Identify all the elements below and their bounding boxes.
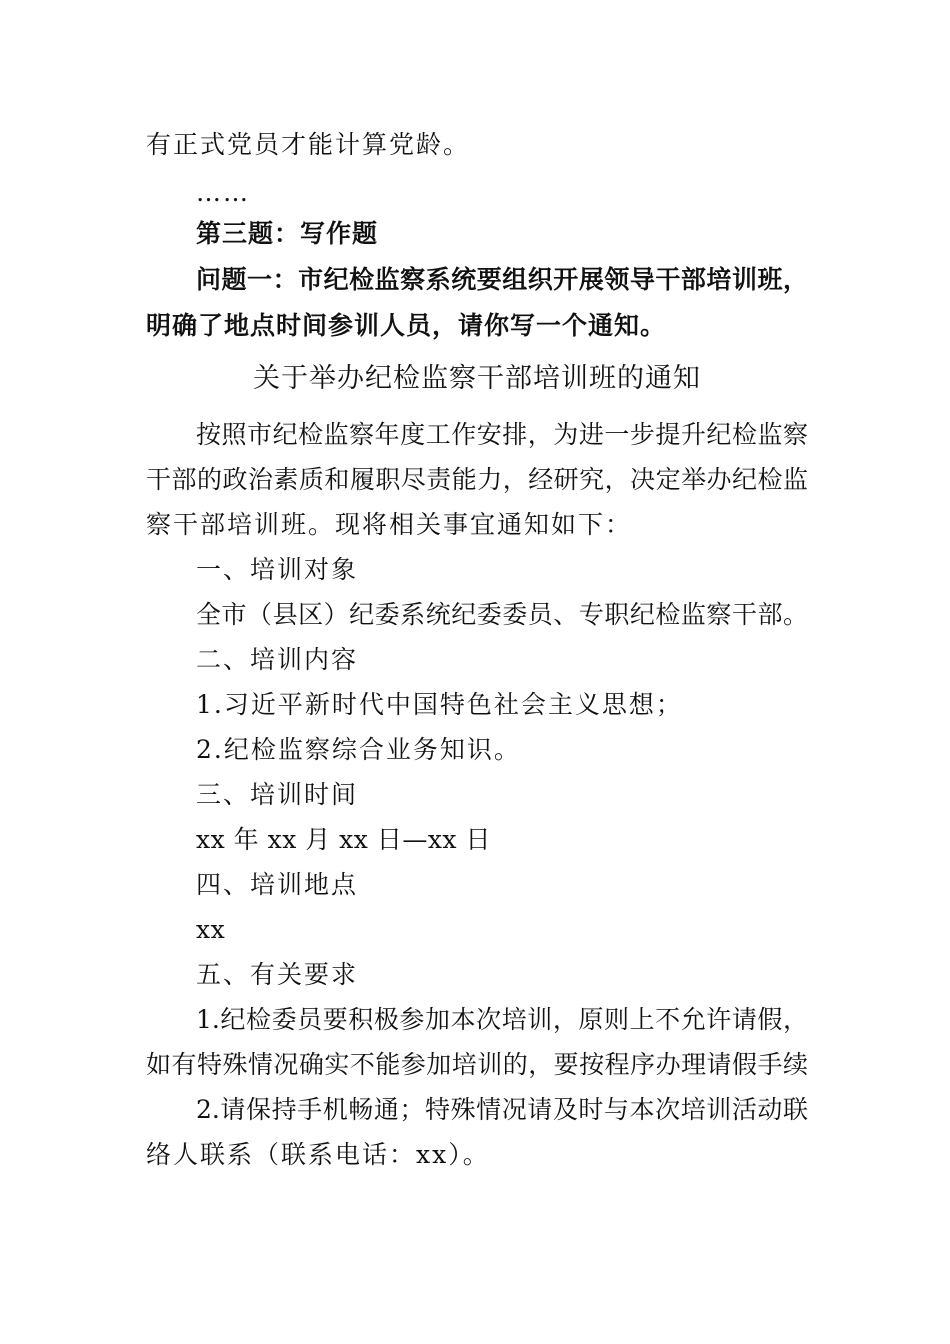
section-4-body: xx	[196, 915, 226, 944]
section-5-item-1-line-1: 1.纪检委员要积极参加本次培训，原则上不允许请假，	[196, 1005, 808, 1034]
section-2-heading: 二、培训内容	[196, 645, 359, 674]
section-5-item-2-line-2: 络人联系（联系电话：xx）。	[146, 1140, 490, 1169]
question-line-1: 问题一：市纪检监察系统要组织开展领导干部培训班，	[196, 265, 808, 294]
intro-line-2: 干部的政治素质和履职尽责能力，经研究，决定举办纪检监	[146, 465, 808, 494]
section-1-body: 全市（县区）纪委系统纪委委员、专职纪检监察干部。	[196, 600, 808, 629]
ellipsis: ……	[196, 178, 250, 207]
section-3-body: xx 年 xx 月 xx 日—xx 日	[196, 825, 491, 854]
section-2-item-2: 2.纪检监察综合业务知识。	[196, 735, 521, 764]
section-4-heading: 四、培训地点	[196, 870, 359, 899]
previous-answer-end: 有正式党员才能计算党龄。	[146, 130, 471, 159]
section-5-heading: 五、有关要求	[196, 960, 359, 989]
section-5-item-1-line-2: 如有特殊情况确实不能参加培训的，要按程序办理请假手续	[146, 1050, 808, 1079]
section-1-heading: 一、培训对象	[196, 555, 359, 584]
notice-title: 关于举办纪检监察干部培训班的通知	[253, 363, 701, 394]
section-heading: 第三题：写作题	[196, 219, 379, 248]
section-3-heading: 三、培训时间	[196, 780, 359, 809]
section-2-item-1: 1.习近平新时代中国特色社会主义思想；	[196, 690, 683, 719]
section-5-item-2-line-1: 2.请保持手机畅通；特殊情况请及时与本次培训活动联	[196, 1095, 808, 1124]
question-line-2: 明确了地点时间参训人员，请你写一个通知。	[146, 311, 667, 340]
intro-line-1: 按照市纪检监察年度工作安排，为进一步提升纪检监察	[196, 420, 808, 449]
intro-line-3: 察干部培训班。现将相关事宜通知如下：	[146, 510, 633, 539]
